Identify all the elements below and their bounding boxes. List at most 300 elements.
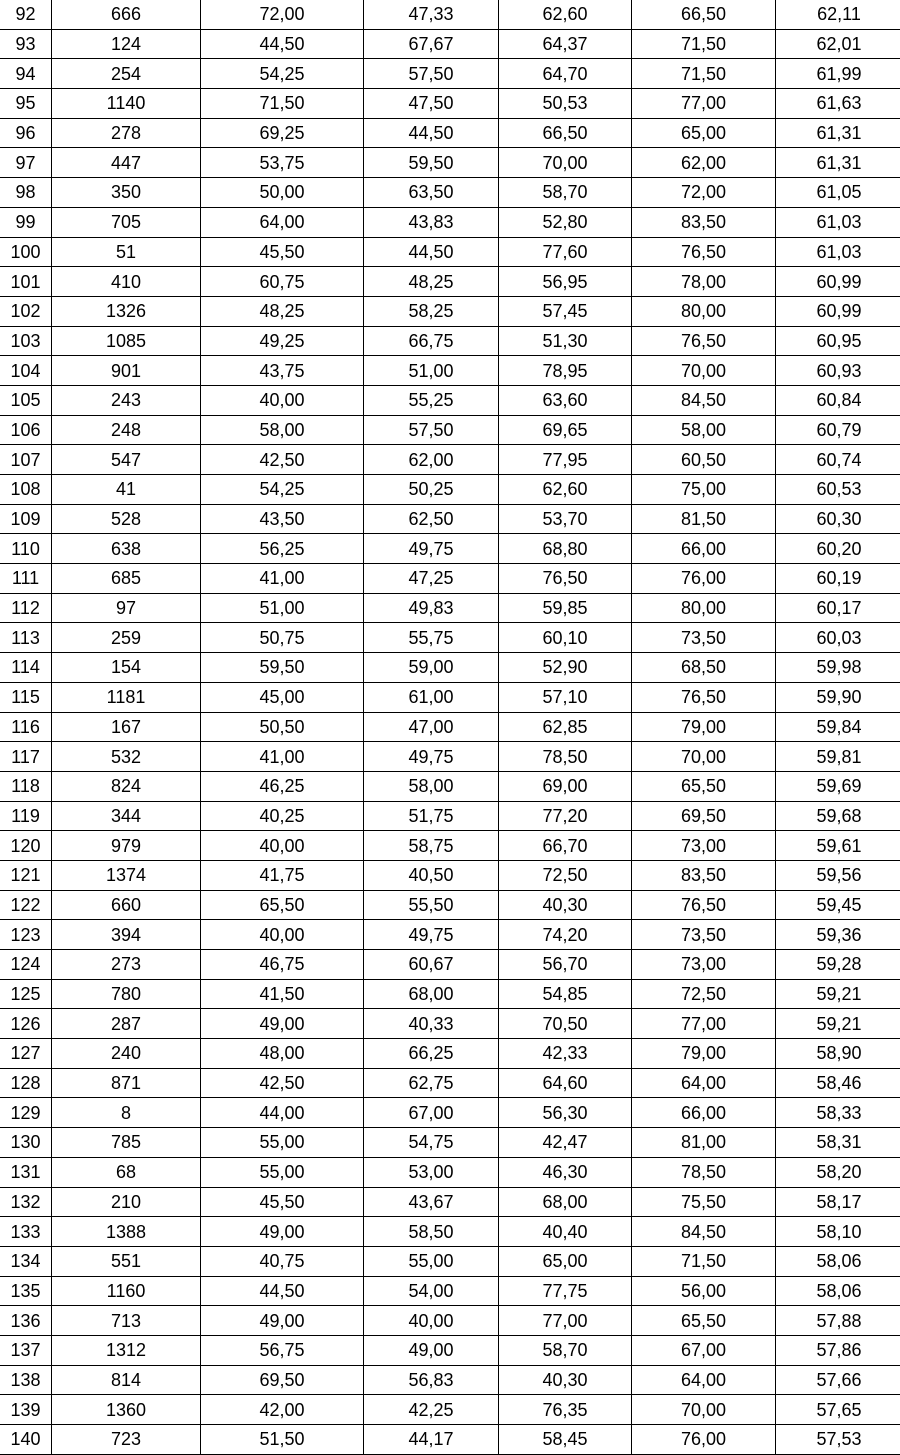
score-4-cell: 76,00 — [632, 1425, 776, 1455]
score-1-cell: 56,75 — [201, 1335, 364, 1365]
rank-cell: 99 — [0, 207, 52, 237]
score-3-cell: 56,70 — [499, 950, 632, 980]
score-2-cell: 56,83 — [364, 1365, 499, 1395]
rank-cell: 122 — [0, 890, 52, 920]
score-1-cell: 53,75 — [201, 148, 364, 178]
table-row — [0, 1157, 900, 1187]
score-4-cell: 81,00 — [632, 1128, 776, 1158]
average-cell: 60,79 — [776, 415, 900, 445]
score-2-cell: 62,50 — [364, 504, 499, 534]
id-cell: 1160 — [52, 1276, 201, 1306]
score-3-cell: 53,70 — [499, 504, 632, 534]
average-cell: 59,61 — [776, 831, 900, 861]
score-3-cell: 50,53 — [499, 89, 632, 119]
score-1-cell: 50,75 — [201, 623, 364, 653]
score-4-cell: 73,00 — [632, 831, 776, 861]
rank-cell: 130 — [0, 1128, 52, 1158]
table-row — [0, 742, 900, 772]
rank-cell: 107 — [0, 445, 52, 475]
score-3-cell: 69,00 — [499, 771, 632, 801]
id-cell: 814 — [52, 1365, 201, 1395]
rank-cell: 93 — [0, 29, 52, 59]
score-2-cell: 67,67 — [364, 29, 499, 59]
score-1-cell: 44,00 — [201, 1098, 364, 1128]
score-2-cell: 58,00 — [364, 771, 499, 801]
rank-cell: 139 — [0, 1395, 52, 1425]
score-4-cell: 70,00 — [632, 742, 776, 772]
average-cell: 57,86 — [776, 1335, 900, 1365]
score-1-cell: 42,50 — [201, 1068, 364, 1098]
score-4-cell: 76,50 — [632, 326, 776, 356]
average-cell: 62,11 — [776, 0, 900, 29]
average-cell: 60,93 — [776, 356, 900, 386]
average-cell: 59,81 — [776, 742, 900, 772]
score-1-cell: 56,25 — [201, 534, 364, 564]
rank-cell: 120 — [0, 831, 52, 861]
score-2-cell: 58,25 — [364, 296, 499, 326]
rank-cell: 98 — [0, 178, 52, 208]
table-row — [0, 1128, 900, 1158]
id-cell: 713 — [52, 1306, 201, 1336]
score-2-cell: 43,83 — [364, 207, 499, 237]
rank-cell: 136 — [0, 1306, 52, 1336]
score-2-cell: 47,25 — [364, 564, 499, 594]
score-4-cell: 58,00 — [632, 415, 776, 445]
score-4-cell: 83,50 — [632, 207, 776, 237]
score-3-cell: 46,30 — [499, 1157, 632, 1187]
table-row — [0, 118, 900, 148]
rank-cell: 132 — [0, 1187, 52, 1217]
table-row — [0, 593, 900, 623]
score-3-cell: 56,95 — [499, 267, 632, 297]
score-2-cell: 44,50 — [364, 118, 499, 148]
rank-cell: 134 — [0, 1246, 52, 1276]
table-row — [0, 1098, 900, 1128]
id-cell: 51 — [52, 237, 201, 267]
score-4-cell: 80,00 — [632, 296, 776, 326]
table-row — [0, 267, 900, 297]
score-2-cell: 43,67 — [364, 1187, 499, 1217]
score-2-cell: 44,17 — [364, 1425, 499, 1455]
score-2-cell: 48,25 — [364, 267, 499, 297]
score-3-cell: 59,85 — [499, 593, 632, 623]
score-2-cell: 66,25 — [364, 1039, 499, 1069]
id-cell: 350 — [52, 178, 201, 208]
rank-cell: 126 — [0, 1009, 52, 1039]
score-3-cell: 56,30 — [499, 1098, 632, 1128]
id-cell: 1388 — [52, 1217, 201, 1247]
average-cell: 59,69 — [776, 771, 900, 801]
score-3-cell: 63,60 — [499, 385, 632, 415]
id-cell: 210 — [52, 1187, 201, 1217]
average-cell: 59,90 — [776, 682, 900, 712]
score-4-cell: 73,50 — [632, 920, 776, 950]
rank-cell: 131 — [0, 1157, 52, 1187]
score-2-cell: 55,50 — [364, 890, 499, 920]
score-2-cell: 51,75 — [364, 801, 499, 831]
score-2-cell: 58,75 — [364, 831, 499, 861]
score-4-cell: 78,50 — [632, 1157, 776, 1187]
score-2-cell: 54,75 — [364, 1128, 499, 1158]
average-cell: 58,10 — [776, 1217, 900, 1247]
score-2-cell: 57,50 — [364, 415, 499, 445]
score-4-cell: 75,00 — [632, 475, 776, 505]
average-cell: 57,66 — [776, 1365, 900, 1395]
score-1-cell: 69,25 — [201, 118, 364, 148]
score-3-cell: 66,70 — [499, 831, 632, 861]
score-4-cell: 72,50 — [632, 979, 776, 1009]
id-cell: 785 — [52, 1128, 201, 1158]
score-4-cell: 84,50 — [632, 385, 776, 415]
table-row — [0, 801, 900, 831]
score-2-cell: 49,00 — [364, 1335, 499, 1365]
table-row — [0, 0, 900, 29]
id-cell: 1140 — [52, 89, 201, 119]
score-1-cell: 40,00 — [201, 920, 364, 950]
rank-cell: 121 — [0, 860, 52, 890]
id-cell: 240 — [52, 1039, 201, 1069]
id-cell: 344 — [52, 801, 201, 831]
rank-cell: 109 — [0, 504, 52, 534]
average-cell: 61,03 — [776, 207, 900, 237]
rank-cell: 102 — [0, 296, 52, 326]
score-3-cell: 68,80 — [499, 534, 632, 564]
score-1-cell: 59,50 — [201, 653, 364, 683]
score-3-cell: 40,30 — [499, 890, 632, 920]
score-1-cell: 71,50 — [201, 89, 364, 119]
score-4-cell: 72,00 — [632, 178, 776, 208]
table-row — [0, 1335, 900, 1365]
table-row — [0, 1306, 900, 1336]
average-cell: 57,88 — [776, 1306, 900, 1336]
id-cell: 547 — [52, 445, 201, 475]
average-cell: 61,03 — [776, 237, 900, 267]
score-2-cell: 40,00 — [364, 1306, 499, 1336]
score-1-cell: 54,25 — [201, 59, 364, 89]
score-1-cell: 45,50 — [201, 237, 364, 267]
score-4-cell: 71,50 — [632, 59, 776, 89]
rank-cell: 94 — [0, 59, 52, 89]
score-4-cell: 75,50 — [632, 1187, 776, 1217]
rank-cell: 96 — [0, 118, 52, 148]
score-3-cell: 70,50 — [499, 1009, 632, 1039]
table-row — [0, 920, 900, 950]
score-1-cell: 45,50 — [201, 1187, 364, 1217]
id-cell: 248 — [52, 415, 201, 445]
table-row — [0, 178, 900, 208]
score-1-cell: 49,00 — [201, 1217, 364, 1247]
score-2-cell: 68,00 — [364, 979, 499, 1009]
average-cell: 57,65 — [776, 1395, 900, 1425]
score-1-cell: 48,25 — [201, 296, 364, 326]
table-row — [0, 148, 900, 178]
score-1-cell: 40,00 — [201, 385, 364, 415]
score-3-cell: 66,50 — [499, 118, 632, 148]
score-3-cell: 77,75 — [499, 1276, 632, 1306]
score-4-cell: 73,50 — [632, 623, 776, 653]
average-cell: 60,84 — [776, 385, 900, 415]
average-cell: 60,30 — [776, 504, 900, 534]
rank-cell: 101 — [0, 267, 52, 297]
score-1-cell: 41,50 — [201, 979, 364, 1009]
score-4-cell: 79,00 — [632, 1039, 776, 1069]
table-row — [0, 564, 900, 594]
table-row — [0, 1217, 900, 1247]
average-cell: 58,06 — [776, 1276, 900, 1306]
score-4-cell: 70,00 — [632, 1395, 776, 1425]
score-1-cell: 45,00 — [201, 682, 364, 712]
score-3-cell: 64,70 — [499, 59, 632, 89]
score-1-cell: 72,00 — [201, 0, 364, 29]
rank-cell: 129 — [0, 1098, 52, 1128]
score-1-cell: 44,50 — [201, 1276, 364, 1306]
id-cell: 1181 — [52, 682, 201, 712]
score-1-cell: 40,25 — [201, 801, 364, 831]
average-cell: 60,20 — [776, 534, 900, 564]
rank-cell: 127 — [0, 1039, 52, 1069]
score-1-cell: 43,75 — [201, 356, 364, 386]
average-cell: 59,45 — [776, 890, 900, 920]
score-4-cell: 66,00 — [632, 534, 776, 564]
score-4-cell: 71,50 — [632, 29, 776, 59]
average-cell: 59,36 — [776, 920, 900, 950]
score-1-cell: 44,50 — [201, 29, 364, 59]
rank-cell: 119 — [0, 801, 52, 831]
score-1-cell: 65,50 — [201, 890, 364, 920]
id-cell: 1360 — [52, 1395, 201, 1425]
score-4-cell: 60,50 — [632, 445, 776, 475]
score-3-cell: 72,50 — [499, 860, 632, 890]
id-cell: 901 — [52, 356, 201, 386]
score-3-cell: 62,85 — [499, 712, 632, 742]
average-cell: 58,17 — [776, 1187, 900, 1217]
table-row — [0, 979, 900, 1009]
score-3-cell: 52,80 — [499, 207, 632, 237]
average-cell: 60,95 — [776, 326, 900, 356]
score-4-cell: 81,50 — [632, 504, 776, 534]
average-cell: 61,05 — [776, 178, 900, 208]
score-2-cell: 59,50 — [364, 148, 499, 178]
table-row — [0, 475, 900, 505]
score-1-cell: 49,00 — [201, 1009, 364, 1039]
score-2-cell: 49,75 — [364, 534, 499, 564]
score-3-cell: 70,00 — [499, 148, 632, 178]
score-1-cell: 69,50 — [201, 1365, 364, 1395]
id-cell: 666 — [52, 0, 201, 29]
table-row — [0, 89, 900, 119]
table-row — [0, 1365, 900, 1395]
id-cell: 254 — [52, 59, 201, 89]
table-row — [0, 1187, 900, 1217]
score-3-cell: 51,30 — [499, 326, 632, 356]
table-row — [0, 712, 900, 742]
score-1-cell: 49,25 — [201, 326, 364, 356]
table-row — [0, 207, 900, 237]
id-cell: 278 — [52, 118, 201, 148]
table-row — [0, 1068, 900, 1098]
score-2-cell: 51,00 — [364, 356, 499, 386]
score-3-cell: 52,90 — [499, 653, 632, 683]
average-cell: 61,63 — [776, 89, 900, 119]
score-4-cell: 78,00 — [632, 267, 776, 297]
table-row — [0, 1009, 900, 1039]
id-cell: 273 — [52, 950, 201, 980]
average-cell: 57,53 — [776, 1425, 900, 1455]
id-cell: 685 — [52, 564, 201, 594]
average-cell: 60,17 — [776, 593, 900, 623]
score-3-cell: 68,00 — [499, 1187, 632, 1217]
score-4-cell: 62,00 — [632, 148, 776, 178]
table-row — [0, 653, 900, 683]
score-3-cell: 74,20 — [499, 920, 632, 950]
average-cell: 59,68 — [776, 801, 900, 831]
score-4-cell: 70,00 — [632, 356, 776, 386]
table-row — [0, 415, 900, 445]
score-2-cell: 58,50 — [364, 1217, 499, 1247]
score-2-cell: 55,25 — [364, 385, 499, 415]
rank-cell: 137 — [0, 1335, 52, 1365]
id-cell: 410 — [52, 267, 201, 297]
score-3-cell: 54,85 — [499, 979, 632, 1009]
score-4-cell: 76,50 — [632, 682, 776, 712]
id-cell: 243 — [52, 385, 201, 415]
score-3-cell: 58,70 — [499, 178, 632, 208]
score-2-cell: 44,50 — [364, 237, 499, 267]
id-cell: 97 — [52, 593, 201, 623]
table-row — [0, 237, 900, 267]
table-row — [0, 831, 900, 861]
id-cell: 167 — [52, 712, 201, 742]
score-3-cell: 77,20 — [499, 801, 632, 831]
score-4-cell: 79,00 — [632, 712, 776, 742]
table-row — [0, 890, 900, 920]
score-4-cell: 64,00 — [632, 1365, 776, 1395]
average-cell: 61,99 — [776, 59, 900, 89]
score-4-cell: 65,00 — [632, 118, 776, 148]
id-cell: 1326 — [52, 296, 201, 326]
average-cell: 60,74 — [776, 445, 900, 475]
average-cell: 60,99 — [776, 296, 900, 326]
average-cell: 58,06 — [776, 1246, 900, 1276]
id-cell: 1312 — [52, 1335, 201, 1365]
score-1-cell: 58,00 — [201, 415, 364, 445]
id-cell: 287 — [52, 1009, 201, 1039]
id-cell: 41 — [52, 475, 201, 505]
score-2-cell: 61,00 — [364, 682, 499, 712]
rank-cell: 123 — [0, 920, 52, 950]
id-cell: 154 — [52, 653, 201, 683]
score-1-cell: 50,00 — [201, 178, 364, 208]
score-4-cell: 84,50 — [632, 1217, 776, 1247]
score-4-cell: 69,50 — [632, 801, 776, 831]
average-cell: 59,28 — [776, 950, 900, 980]
score-3-cell: 42,47 — [499, 1128, 632, 1158]
rank-cell: 115 — [0, 682, 52, 712]
rank-cell: 117 — [0, 742, 52, 772]
rank-cell: 140 — [0, 1425, 52, 1455]
rank-cell: 113 — [0, 623, 52, 653]
score-1-cell: 50,50 — [201, 712, 364, 742]
rank-cell: 116 — [0, 712, 52, 742]
score-1-cell: 48,00 — [201, 1039, 364, 1069]
score-4-cell: 77,00 — [632, 89, 776, 119]
score-4-cell: 67,00 — [632, 1335, 776, 1365]
id-cell: 68 — [52, 1157, 201, 1187]
score-3-cell: 58,70 — [499, 1335, 632, 1365]
rank-cell: 95 — [0, 89, 52, 119]
average-cell: 61,31 — [776, 118, 900, 148]
id-cell: 824 — [52, 771, 201, 801]
rank-cell: 97 — [0, 148, 52, 178]
score-1-cell: 43,50 — [201, 504, 364, 534]
score-1-cell: 41,00 — [201, 742, 364, 772]
score-4-cell: 76,50 — [632, 237, 776, 267]
average-cell: 59,84 — [776, 712, 900, 742]
id-cell: 1085 — [52, 326, 201, 356]
score-2-cell: 40,50 — [364, 860, 499, 890]
average-cell: 59,21 — [776, 979, 900, 1009]
score-3-cell: 57,45 — [499, 296, 632, 326]
average-cell: 62,01 — [776, 29, 900, 59]
score-2-cell: 40,33 — [364, 1009, 499, 1039]
score-2-cell: 59,00 — [364, 653, 499, 683]
score-1-cell: 40,75 — [201, 1246, 364, 1276]
rank-cell: 112 — [0, 593, 52, 623]
rank-cell: 108 — [0, 475, 52, 505]
score-1-cell: 51,50 — [201, 1425, 364, 1455]
average-cell: 60,19 — [776, 564, 900, 594]
id-cell: 8 — [52, 1098, 201, 1128]
score-3-cell: 76,35 — [499, 1395, 632, 1425]
table-row — [0, 326, 900, 356]
score-1-cell: 54,25 — [201, 475, 364, 505]
rank-cell: 114 — [0, 653, 52, 683]
average-cell: 59,56 — [776, 860, 900, 890]
table-row — [0, 1276, 900, 1306]
score-1-cell: 55,00 — [201, 1128, 364, 1158]
table-row — [0, 1425, 900, 1455]
score-4-cell: 76,00 — [632, 564, 776, 594]
score-3-cell: 77,95 — [499, 445, 632, 475]
average-cell: 61,31 — [776, 148, 900, 178]
table-row — [0, 682, 900, 712]
score-2-cell: 42,25 — [364, 1395, 499, 1425]
score-3-cell: 40,40 — [499, 1217, 632, 1247]
score-1-cell: 40,00 — [201, 831, 364, 861]
score-4-cell: 56,00 — [632, 1276, 776, 1306]
score-1-cell: 60,75 — [201, 267, 364, 297]
id-cell: 660 — [52, 890, 201, 920]
rank-cell: 133 — [0, 1217, 52, 1247]
rank-cell: 100 — [0, 237, 52, 267]
id-cell: 638 — [52, 534, 201, 564]
score-3-cell: 65,00 — [499, 1246, 632, 1276]
score-2-cell: 66,75 — [364, 326, 499, 356]
average-cell: 60,99 — [776, 267, 900, 297]
table-row — [0, 29, 900, 59]
id-cell: 124 — [52, 29, 201, 59]
id-cell: 394 — [52, 920, 201, 950]
score-2-cell: 60,67 — [364, 950, 499, 980]
score-4-cell: 80,00 — [632, 593, 776, 623]
score-4-cell: 73,00 — [632, 950, 776, 980]
rank-cell: 110 — [0, 534, 52, 564]
score-1-cell: 42,50 — [201, 445, 364, 475]
score-2-cell: 49,75 — [364, 742, 499, 772]
table-row — [0, 1039, 900, 1069]
id-cell: 723 — [52, 1425, 201, 1455]
table-row — [0, 950, 900, 980]
